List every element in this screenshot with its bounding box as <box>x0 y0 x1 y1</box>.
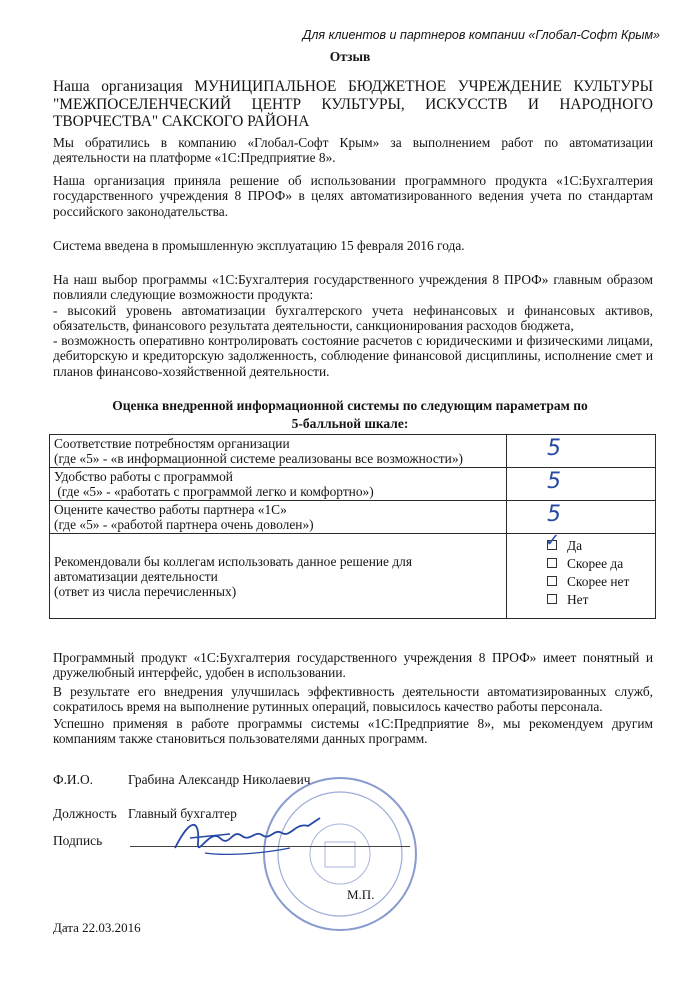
conclusion-paragraph <box>53 684 653 715</box>
criterion-note: (ответ из числа перечисленных) <box>54 583 237 599</box>
table-row <box>50 501 656 534</box>
conclusion-paragraph <box>53 716 653 747</box>
decision-paragraph <box>53 173 653 219</box>
feature-item: - высокий уровень автоматизации бухгалтерского учета нефинансовых и финансовых активов, обязательств, финансового результата деятельности, санкционирования расходов бюджета, <box>53 302 653 333</box>
checkbox[interactable] <box>545 530 561 551</box>
criterion-text: Рекомендовали бы коллегам использовать данное решение для <box>54 553 412 569</box>
criterion-note: (где «5» - «работой партнера очень доволен») <box>54 517 314 532</box>
evaluation-title <box>0 397 700 433</box>
launch-paragraph <box>53 238 653 253</box>
option-rather-yes[interactable] <box>547 554 629 572</box>
evaluation-title-line: 5-балльной шкале: <box>291 416 409 431</box>
conclusion-text: Успешно применяя в работе программы системы «1С:Предприятие 8», мы рекомендуем другим компаниям также становиться пользователями данных программ. <box>53 716 653 747</box>
checkbox[interactable] <box>547 558 557 568</box>
table-row <box>50 468 656 501</box>
criterion-text: Соответствие потребностям организации <box>54 436 290 451</box>
table-row <box>50 534 656 619</box>
criterion-note: (где «5» - «в информационной системе реализованы все возможности») <box>54 451 463 466</box>
signature-icon <box>170 808 330 868</box>
table-row <box>50 435 656 468</box>
checkbox[interactable] <box>547 576 557 586</box>
document-date: Дата 22.03.2016 <box>53 920 141 935</box>
option-label: Скорее да <box>567 555 624 571</box>
recommend-options-cell <box>507 530 656 619</box>
score-cell[interactable] <box>507 468 656 501</box>
evaluation-table <box>49 434 656 619</box>
criterion-note: (где «5» - «работать с программой легко и комфортно») <box>54 484 374 499</box>
signature-label: Подпись <box>53 833 103 848</box>
option-label: Да <box>567 537 583 553</box>
handwritten-score: 5 <box>547 436 561 461</box>
feature-item: - возможность оперативно контролировать состояние расчетов с юридическими и физическими лицами, дебиторскую и кредиторскую задолженность, соблюдение финансовой дисциплины, исполнение смет и планов финансово-хозяйственной деятельности. <box>53 333 653 379</box>
stamp-label: М.П. <box>347 887 375 902</box>
option-label: Нет <box>567 591 589 607</box>
criterion-text: автоматизации деятельности <box>54 568 218 584</box>
criterion-cell <box>50 501 507 534</box>
option-rather-no[interactable] <box>547 572 629 590</box>
launch-text: Система введена в промышленную эксплуатацию 15 февраля 2016 года. <box>53 238 465 253</box>
header-note: Для клиентов и партнеров компании «Глобал-Софт Крым» <box>302 28 660 42</box>
option-yes[interactable] <box>545 530 629 554</box>
criterion-cell <box>50 435 507 468</box>
conclusion-paragraph <box>53 650 653 681</box>
criterion-text: Оцените качество работы партнера «1С» <box>54 502 287 517</box>
choice-paragraph <box>53 272 653 379</box>
evaluation-title-line: Оценка внедренной информационной системы по следующим параметрам по <box>112 398 588 413</box>
fio-label: Ф.И.О. <box>53 772 93 787</box>
criterion-text: Удобство работы с программой <box>54 469 233 484</box>
option-no[interactable] <box>547 590 629 608</box>
option-label: Скорее нет <box>567 573 630 589</box>
organization-statement <box>53 78 653 131</box>
score-cell[interactable] <box>507 435 656 468</box>
handwritten-score: 5 <box>547 502 561 527</box>
fio-value: Грабина Александр Николаевич <box>128 772 311 787</box>
score-cell[interactable] <box>507 501 656 534</box>
criterion-cell <box>50 534 507 619</box>
decision-text: Наша организация приняла решение об использовании программного продукта «1С:Бухгалтерия государственного учреждения 8 ПРОФ» в целях автоматизированного ведения учета по стандартам российского законодательства. <box>53 173 653 219</box>
signature-row <box>53 833 128 848</box>
choice-intro-text: На наш выбор программы «1С:Бухгалтерия государственного учреждения 8 ПРОФ» главным образом повлияли следующие возможности продукта: <box>53 272 653 303</box>
conclusion-text: В результате его внедрения улучшилась эффективность деятельности автоматизированных служб, сократилось время на выполнение рутинных операций, повысилось качество работы персонала. <box>53 684 653 715</box>
criterion-cell <box>50 468 507 501</box>
organization-text: Наша организация МУНИЦИПАЛЬНОЕ БЮДЖЕТНОЕ УЧРЕЖДЕНИЕ КУЛЬТУРЫ "МЕЖПОСЕЛЕНЧЕСКИЙ ЦЕНТР КУЛЬТУРЫ, ИСКУССТВ И НАРОДНОГО ТВОРЧЕСТВА" САКСКОГО РАЙОНА <box>53 78 653 131</box>
conclusion-text: Программный продукт «1С:Бухгалтерия государственного учреждения 8 ПРОФ» имеет понятный и дружелюбный интерфейс, удобен в использовании. <box>53 650 653 681</box>
appeal-text: Мы обратились в компанию «Глобал-Софт Крым» за выполнением работ по автоматизации деятельности на платформе «1С:Предприятие 8». <box>53 135 653 166</box>
checkbox[interactable] <box>547 594 557 604</box>
handwritten-check-icon: ✓ <box>545 530 561 551</box>
handwritten-score: 5 <box>547 469 561 494</box>
recommend-options <box>545 530 630 608</box>
appeal-paragraph <box>53 135 653 166</box>
position-value: Главный бухгалтер <box>128 806 237 821</box>
document-title: Отзыв <box>329 49 371 64</box>
position-label: Должность <box>53 806 117 821</box>
